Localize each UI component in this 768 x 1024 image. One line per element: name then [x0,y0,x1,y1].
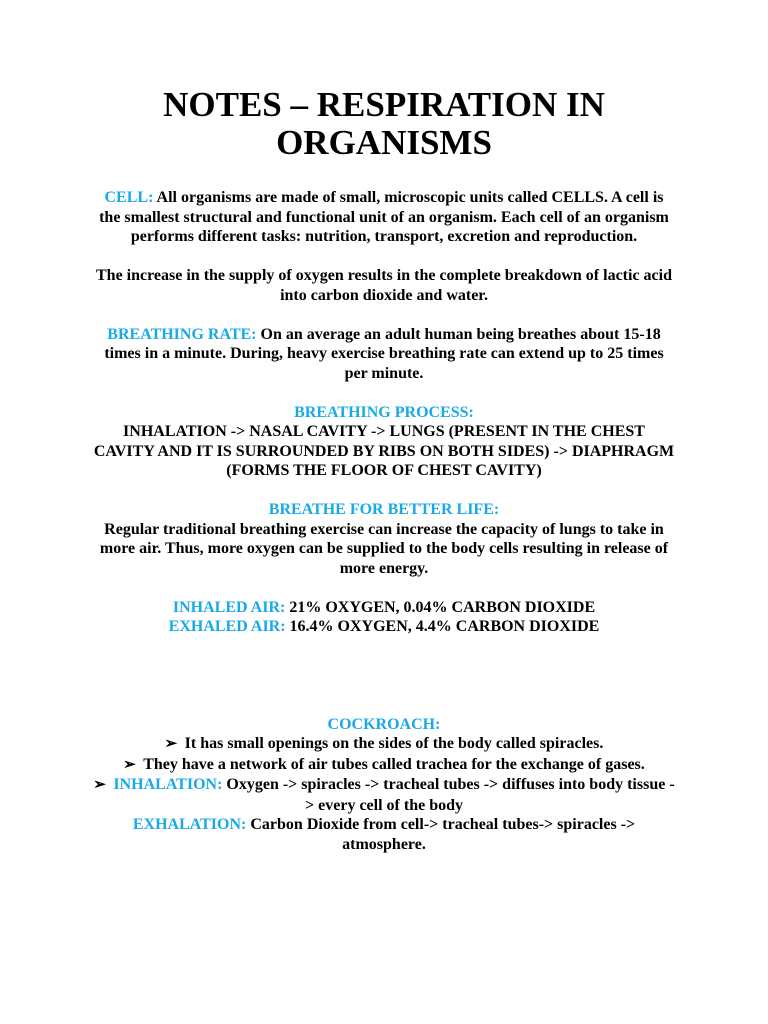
breathing-process-heading: BREATHING PROCESS: [294,403,474,421]
inhalation-text: Oxygen -> spiracles -> tracheal tubes -> diffuses into body tissue -> every cell of the body [226,776,675,814]
cockroach-bullet-text: They have a network of air tubes called trachea for the exchange of gases. [143,755,645,773]
arrow-bullet-icon: ➢ [123,756,136,773]
breathing-rate-label: BREATHING RATE: [107,325,257,343]
inhaled-air-text: 21% OXYGEN, 0.04% CARBON DIOXIDE [289,598,596,616]
exhalation-label: EXHALATION: [132,816,247,833]
cockroach-section [92,715,676,855]
arrow-bullet-icon: ➢ [93,777,106,793]
inhalation-label: INHALATION: [113,776,223,793]
better-life-text: Regular traditional breathing exercise can increase the capacity of lungs to take in more air. Thus, more oxygen can be supplied to the body cells resulting in release of more energy. [99,520,669,577]
spacer [92,247,676,267]
arrow-bullet-icon: ➢ [164,736,178,752]
inhaled-air-line [92,598,676,618]
exhalation-text: Carbon Dioxide from cell-> tracheal tubes-> spiracles -> atmosphere. [250,816,636,853]
cockroach-exhalation [92,815,676,854]
cockroach-bullet [92,755,676,776]
cell-text: All organisms are made of small, microscopic units called CELLS. A cell is the smallest structural and functional unit of an organism. Each cell of an organism performs different tasks: nutrition, transport, excretion and reproduction. [99,189,669,245]
cockroach-heading: COCKROACH: [327,715,441,733]
spacer [92,637,676,715]
spacer [92,383,676,403]
cell-label: CELL: [104,189,154,206]
inhaled-air-label: INHALED AIR: [172,598,286,616]
air-composition [92,598,676,637]
oxygen-paragraph: The increase in the supply of oxygen results in the complete breakdown of lactic acid into carbon dioxide and water. [96,267,672,304]
spacer [92,481,676,501]
breathing-process-text: INHALATION -> NASAL CAVITY -> LUNGS (PRESENT IN THE CHEST CAVITY AND IT IS SURROUNDED BY RIBS ON BOTH SIDES) -> DIAPHRAGM (FORMS THE FLOOR OF CHEST CAVITY) [93,423,675,479]
exhaled-air-line [92,617,676,637]
better-life-section [92,500,676,578]
better-life-heading: BREATHE FOR BETTER LIFE: [268,501,500,518]
page-title: NOTES – RESPIRATION IN ORGANISMS [163,85,605,162]
breathing-process-section [92,403,676,481]
spacer [92,305,676,325]
spacer [92,578,676,598]
cockroach-bullet [92,734,676,755]
breathing-rate-paragraph [92,325,676,384]
breathing-rate-text: On an average an adult human being breathes about 15-18 times in a minute. During, heavy exercise breathing rate can extend up to 25 times per minute. [104,325,664,382]
cockroach-inhalation [92,775,676,815]
cockroach-bullet-text: It has small openings on the sides of the body called spiracles. [184,735,604,752]
exhaled-air-text: 16.4% OXYGEN, 4.4% CARBON DIOXIDE [289,618,600,635]
exhaled-air-label: EXHALED AIR: [168,618,286,635]
cell-paragraph [92,188,676,247]
